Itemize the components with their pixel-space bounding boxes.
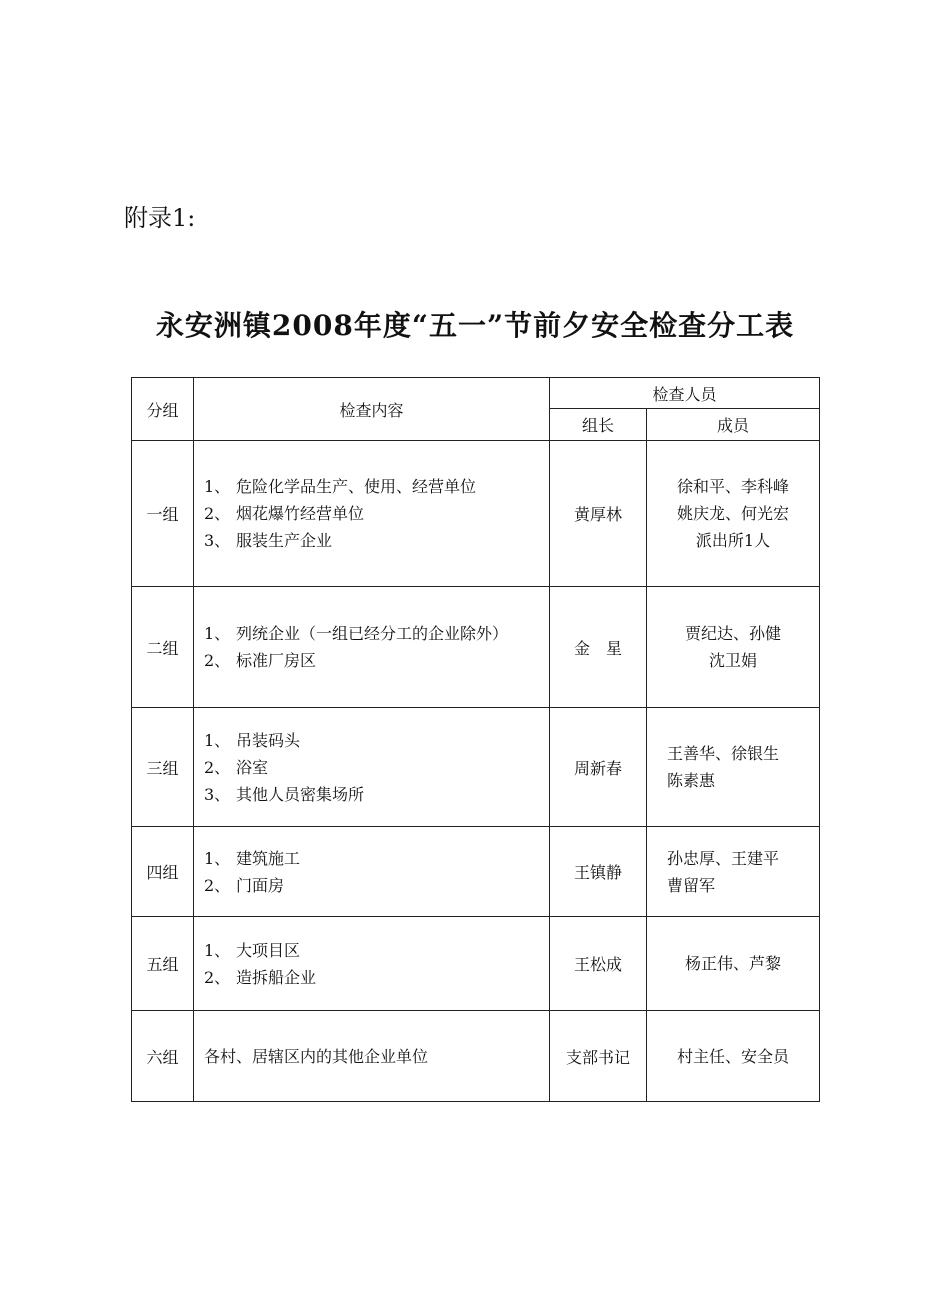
- list-item: 2、 浴室: [204, 757, 269, 777]
- table-row: [132, 587, 820, 708]
- table-row: [132, 708, 820, 827]
- list-item: 2、 标准厂房区: [204, 651, 317, 670]
- header-content: 检查内容: [194, 378, 550, 441]
- content-text: 各村、居辖区内的其他企业单位: [204, 1046, 429, 1066]
- list-item: 3、 服装生产企业: [204, 531, 333, 550]
- list-item: 1、 吊装码头: [204, 730, 301, 750]
- header-leader: 组长: [550, 409, 647, 441]
- header-group: 分组: [132, 378, 194, 441]
- members-cell: 王善华、徐银生 陈素惠: [647, 708, 820, 827]
- group-cell: 一组: [132, 441, 194, 587]
- members-cell: 孙忠厚、王建平 曹留军: [647, 827, 820, 917]
- leader-cell: 王松成: [550, 917, 647, 1011]
- header-members: 成员: [647, 409, 820, 441]
- members-cell: 杨正伟、芦黎: [647, 917, 820, 1011]
- leader-cell: 王镇静: [550, 827, 647, 917]
- members-cell: 徐和平、李科峰 姚庆龙、何光宏 派出所1人: [647, 441, 820, 587]
- group-cell: 三组: [132, 708, 194, 827]
- list-item: 1、 建筑施工: [204, 848, 301, 868]
- inspection-assignment-table: [131, 377, 820, 1102]
- page-title: 永安洲镇2008年度“五一”节前夕安全检查分工表: [155, 309, 795, 342]
- members-cell: 村主任、安全员: [647, 1011, 820, 1102]
- content-cell: [194, 708, 550, 827]
- leader-cell: 金 星: [550, 587, 647, 708]
- list-item: 2、 烟花爆竹经营单位: [204, 504, 365, 523]
- table-row: [132, 441, 820, 587]
- table-row: [132, 1011, 820, 1102]
- content-cell: [194, 917, 550, 1011]
- content-cell: [194, 827, 550, 917]
- table-row: [132, 917, 820, 1011]
- leader-cell: 周新春: [550, 708, 647, 827]
- list-item: 2、 门面房: [204, 875, 285, 895]
- list-item: 1、 危险化学品生产、使用、经营单位: [204, 477, 477, 496]
- header-inspectors: 检查人员: [550, 378, 820, 409]
- group-cell: 五组: [132, 917, 194, 1011]
- group-cell: 二组: [132, 587, 194, 708]
- list-item: 3、 其他人员密集场所: [204, 784, 365, 804]
- content-cell: [194, 1011, 550, 1102]
- appendix-label: 附录1:: [124, 204, 196, 232]
- group-cell: 四组: [132, 827, 194, 917]
- leader-cell: 支部书记: [550, 1011, 647, 1102]
- members-cell: 贾纪达、孙健 沈卫娟: [647, 587, 820, 708]
- list-item: 1、 列统企业（一组已经分工的企业除外）: [204, 624, 509, 643]
- leader-cell: 黄厚林: [550, 441, 647, 587]
- table-row: [132, 827, 820, 917]
- content-cell: [194, 441, 550, 587]
- list-item: 1、 大项目区: [204, 940, 301, 960]
- list-item: 2、 造拆船企业: [204, 967, 317, 987]
- group-cell: 六组: [132, 1011, 194, 1102]
- content-cell: [194, 587, 550, 708]
